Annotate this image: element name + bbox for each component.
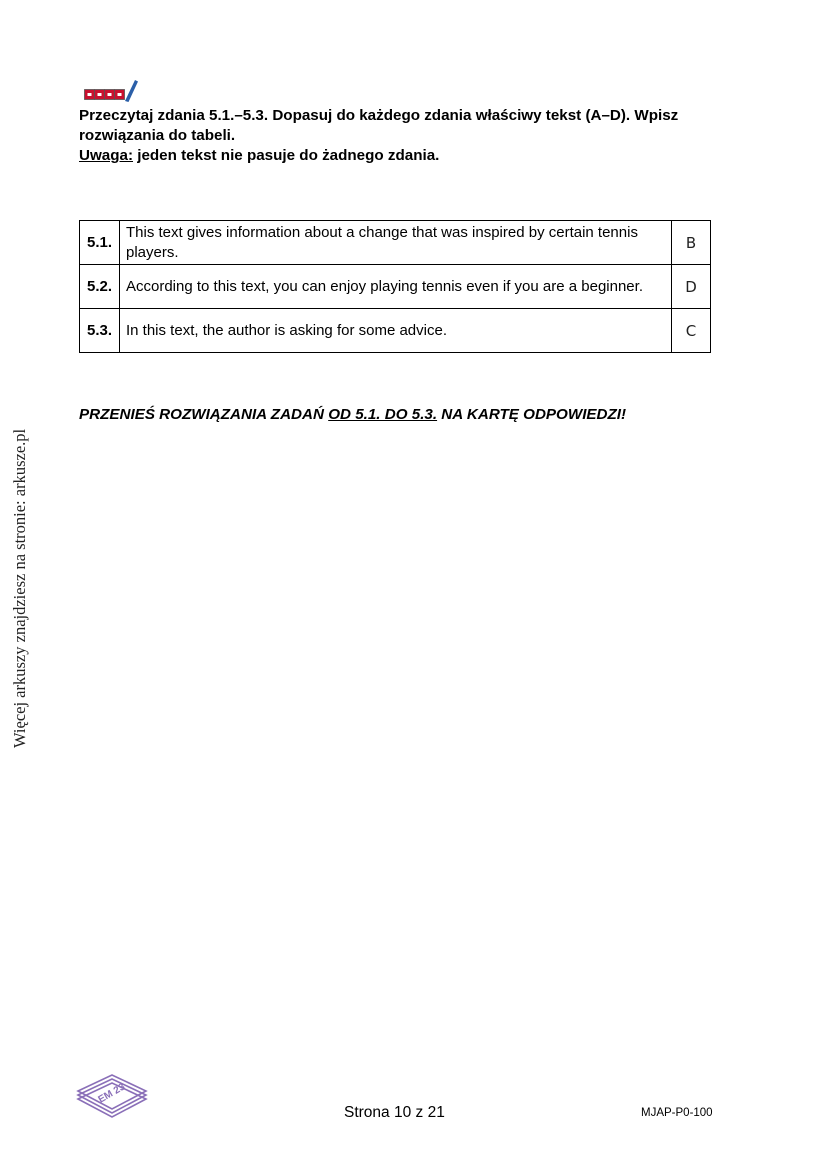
row-number: 5.1.	[80, 221, 120, 265]
note-label: Uwaga:	[79, 147, 134, 164]
table-row	[80, 265, 711, 309]
row-number: 5.2.	[80, 265, 120, 309]
answer-cell[interactable]: D	[672, 265, 711, 309]
note-text: jeden tekst nie pasuje do żadnego zdania.	[133, 147, 440, 164]
table-row	[80, 221, 711, 265]
row-text: According to this text, you can enjoy playing tennis even if you are a beginner.	[120, 265, 672, 309]
transfer-reminder	[79, 406, 626, 423]
task-type-icon	[84, 79, 140, 108]
task-instructions	[79, 106, 719, 166]
row-text: This text gives information about a change that was inspired by certain tennis players.	[120, 221, 672, 265]
page-number: Strona 10 z 21	[344, 1104, 445, 1121]
exam-code: MJAP-P0-100	[641, 1107, 713, 1119]
exam-logo-icon	[76, 1073, 148, 1126]
table-row	[80, 309, 711, 353]
answer-cell[interactable]: B	[672, 221, 711, 265]
transfer-text-2: OD 5.1. DO 5.3.	[328, 406, 438, 423]
transfer-text-3: NA KARTĘ ODPOWIEDZI!	[437, 406, 627, 423]
logo-text: EM 23	[96, 1081, 128, 1106]
transfer-text-1: PRZENIEŚ ROZWIĄZANIA ZADAŃ	[79, 406, 329, 423]
answer-cell[interactable]: C	[672, 309, 711, 353]
answers-table	[79, 220, 711, 353]
instructions-note	[79, 146, 719, 166]
row-text: In this text, the author is asking for some advice.	[120, 309, 672, 353]
instructions-text: Przeczytaj zdania 5.1.–5.3. Dopasuj do każdego zdania właściwy tekst (A–D). Wpisz rozwiązania do tabeli.	[79, 107, 679, 144]
row-number: 5.3.	[80, 309, 120, 353]
side-note-watermark: Więcej arkuszy znajdziesz na stronie: arkusze.pl	[10, 428, 29, 748]
